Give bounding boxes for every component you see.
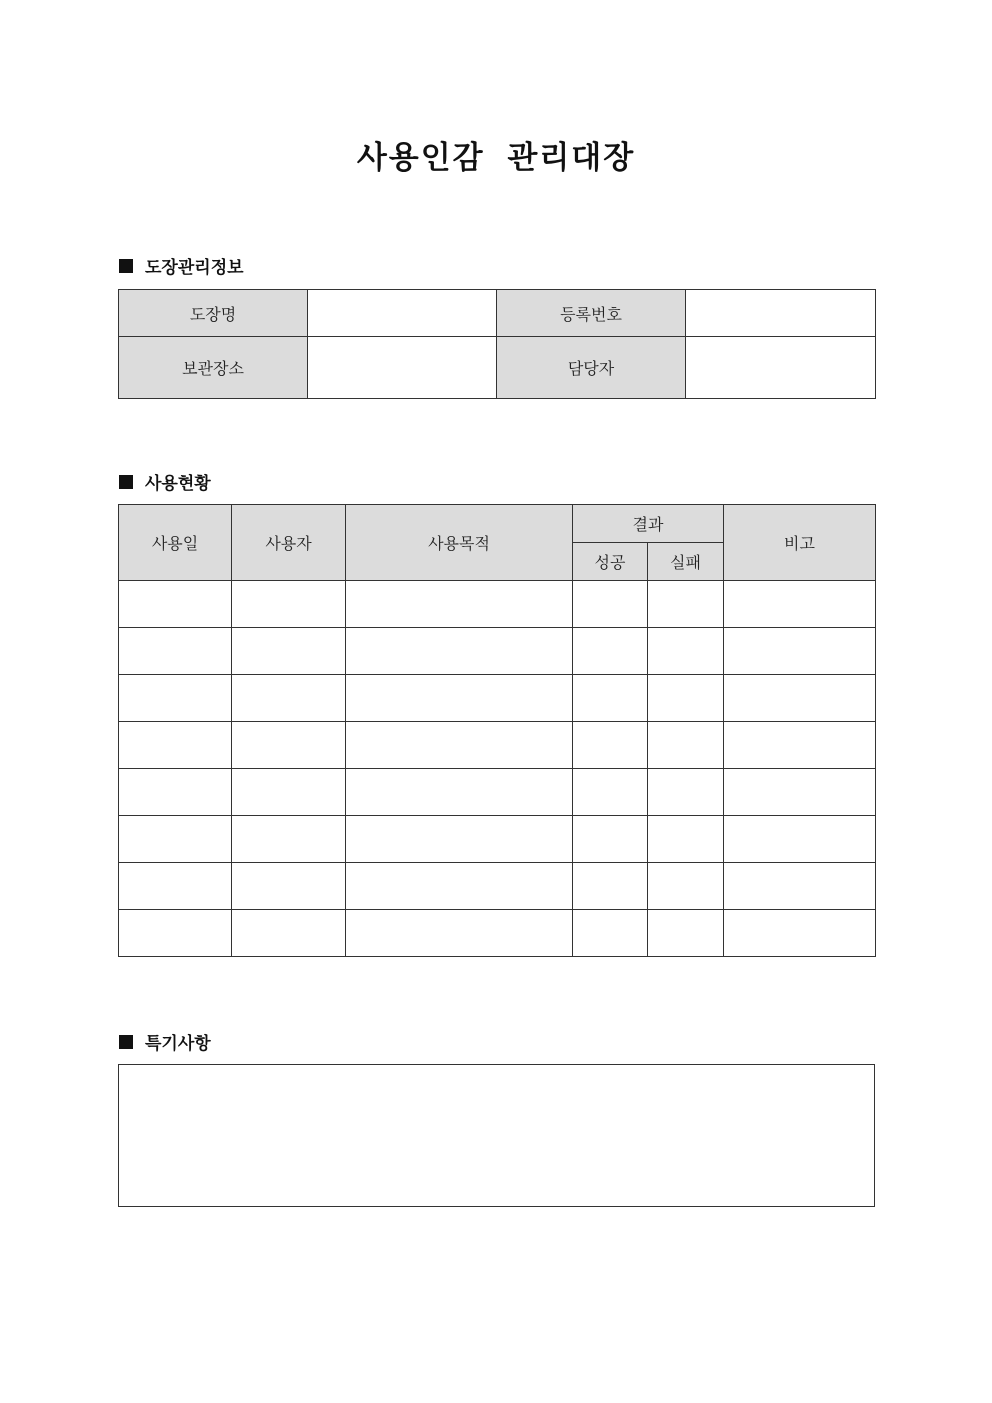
usage-success-cell[interactable] — [573, 675, 648, 722]
usage-heading-text: 사용현황 — [145, 474, 211, 494]
manager-field[interactable] — [686, 337, 876, 399]
col-failure-header: 실패 — [648, 543, 724, 581]
table-row — [119, 628, 876, 675]
usage-user-cell[interactable] — [232, 675, 346, 722]
seal-name-field[interactable] — [308, 290, 497, 337]
usage-date-cell[interactable] — [119, 675, 232, 722]
usage-date-cell[interactable] — [119, 910, 232, 957]
usage-purpose-cell[interactable] — [346, 722, 573, 769]
usage-failure-cell[interactable] — [648, 863, 724, 910]
col-success-header: 성공 — [573, 543, 648, 581]
col-user-header: 사용자 — [232, 505, 346, 581]
usage-date-cell[interactable] — [119, 769, 232, 816]
usage-date-cell[interactable] — [119, 581, 232, 628]
usage-user-cell[interactable] — [232, 910, 346, 957]
usage-failure-cell[interactable] — [648, 816, 724, 863]
notes-heading — [119, 1029, 211, 1054]
usage-success-cell[interactable] — [573, 628, 648, 675]
table-row — [119, 816, 876, 863]
seal-info-heading-text: 도장관리정보 — [145, 258, 244, 278]
usage-purpose-cell[interactable] — [346, 628, 573, 675]
usage-user-cell[interactable] — [232, 863, 346, 910]
table-row — [119, 863, 876, 910]
usage-success-cell[interactable] — [573, 816, 648, 863]
table-row — [119, 769, 876, 816]
usage-user-cell[interactable] — [232, 628, 346, 675]
usage-date-cell[interactable] — [119, 816, 232, 863]
usage-table — [118, 504, 876, 957]
col-remarks-header: 비고 — [724, 505, 876, 581]
usage-remarks-cell[interactable] — [724, 628, 876, 675]
usage-remarks-cell[interactable] — [724, 910, 876, 957]
table-row — [119, 675, 876, 722]
registration-no-field[interactable] — [686, 290, 876, 337]
usage-heading — [119, 469, 211, 494]
usage-date-cell[interactable] — [119, 722, 232, 769]
usage-success-cell[interactable] — [573, 722, 648, 769]
usage-date-cell[interactable] — [119, 628, 232, 675]
usage-user-cell[interactable] — [232, 769, 346, 816]
usage-purpose-cell[interactable] — [346, 581, 573, 628]
col-date-header: 사용일 — [119, 505, 232, 581]
col-purpose-header: 사용목적 — [346, 505, 573, 581]
usage-success-cell[interactable] — [573, 581, 648, 628]
usage-success-cell[interactable] — [573, 863, 648, 910]
registration-no-label: 등록번호 — [497, 290, 686, 337]
usage-failure-cell[interactable] — [648, 722, 724, 769]
usage-purpose-cell[interactable] — [346, 675, 573, 722]
seal-info-heading — [119, 253, 244, 278]
usage-user-cell[interactable] — [232, 581, 346, 628]
usage-remarks-cell[interactable] — [724, 722, 876, 769]
notes-heading-text: 특기사항 — [145, 1034, 211, 1054]
table-row — [119, 581, 876, 628]
usage-remarks-cell[interactable] — [724, 581, 876, 628]
col-result-header: 결과 — [573, 505, 724, 543]
usage-failure-cell[interactable] — [648, 581, 724, 628]
usage-user-cell[interactable] — [232, 722, 346, 769]
square-bullet-icon — [119, 259, 133, 273]
usage-failure-cell[interactable] — [648, 910, 724, 957]
manager-label: 담당자 — [497, 337, 686, 399]
usage-purpose-cell[interactable] — [346, 863, 573, 910]
square-bullet-icon — [119, 475, 133, 489]
usage-purpose-cell[interactable] — [346, 910, 573, 957]
storage-location-field[interactable] — [308, 337, 497, 399]
usage-user-cell[interactable] — [232, 816, 346, 863]
usage-remarks-cell[interactable] — [724, 769, 876, 816]
usage-success-cell[interactable] — [573, 910, 648, 957]
usage-failure-cell[interactable] — [648, 628, 724, 675]
usage-failure-cell[interactable] — [648, 675, 724, 722]
usage-success-cell[interactable] — [573, 769, 648, 816]
usage-remarks-cell[interactable] — [724, 863, 876, 910]
square-bullet-icon — [119, 1035, 133, 1049]
seal-name-label: 도장명 — [119, 290, 308, 337]
usage-remarks-cell[interactable] — [724, 816, 876, 863]
page-title: 사용인감 관리대장 — [356, 140, 636, 176]
usage-remarks-cell[interactable] — [724, 675, 876, 722]
table-row — [119, 722, 876, 769]
notes-field[interactable] — [118, 1064, 875, 1207]
seal-info-table — [118, 289, 876, 399]
usage-date-cell[interactable] — [119, 863, 232, 910]
usage-purpose-cell[interactable] — [346, 816, 573, 863]
usage-purpose-cell[interactable] — [346, 769, 573, 816]
usage-failure-cell[interactable] — [648, 769, 724, 816]
table-row — [119, 910, 876, 957]
storage-location-label: 보관장소 — [119, 337, 308, 399]
